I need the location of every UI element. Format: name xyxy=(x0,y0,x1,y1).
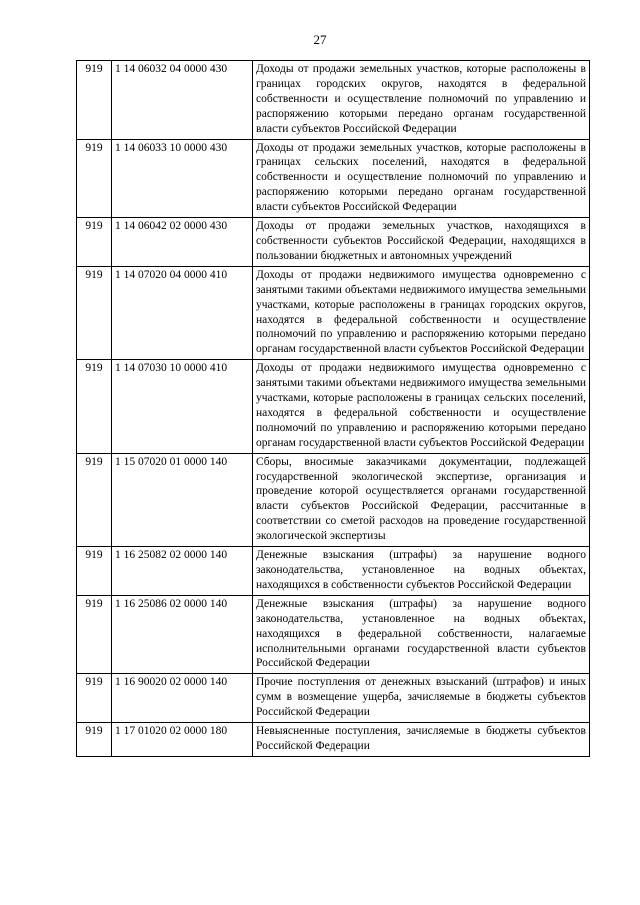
admin-code-cell: 919 xyxy=(77,61,112,140)
table-row xyxy=(77,266,590,359)
budget-code-cell: 1 15 07020 01 0000 140 xyxy=(112,453,253,546)
table-row xyxy=(77,453,590,546)
admin-code-cell: 919 xyxy=(77,360,112,453)
description-cell: Доходы от продажи недвижимого имущества одновременно с занятыми такими объектами недвижимого имущества земельными участками, которые расположены в границах сельских поселений, находятся в федеральной собственности и осуществление полномочий по управлению и распоряжению которыми передано органам государственной власти субъектов Российской Федерации xyxy=(253,360,590,453)
budget-code-cell: 1 16 90020 02 0000 140 xyxy=(112,674,253,723)
admin-code-cell: 919 xyxy=(77,266,112,359)
table-row xyxy=(77,218,590,267)
description-cell: Сборы, вносимые заказчиками документации, подлежащей государственной экологической экспертизе, организация и проведение которой осуществляется органами государственной власти субъектов Российской Федерации, рассчитанные в соответствии со сметой расходов на проведение государственной экологической экспертизы xyxy=(253,453,590,546)
budget-code-cell: 1 14 06033 10 0000 430 xyxy=(112,139,253,218)
table-row xyxy=(77,595,590,674)
budget-code-cell: 1 14 07030 10 0000 410 xyxy=(112,360,253,453)
description-cell: Доходы от продажи земельных участков, которые расположены в границах городских округов, находятся в федеральной собственности и осуществление полномочий по управлению и распоряжению которыми передано органам государственной власти субъектов Российской Федерации xyxy=(253,61,590,140)
budget-code-cell: 1 14 06042 02 0000 430 xyxy=(112,218,253,267)
description-cell: Невыясненные поступления, зачисляемые в бюджеты субъектов Российской Федерации xyxy=(253,723,590,757)
budget-code-cell: 1 16 25082 02 0000 140 xyxy=(112,547,253,596)
table-row xyxy=(77,723,590,757)
table-row xyxy=(77,547,590,596)
description-cell: Прочие поступления от денежных взысканий (штрафов) и иных сумм в возмещение ущерба, зачисляемые в бюджеты субъектов Российской Федерации xyxy=(253,674,590,723)
description-cell: Доходы от продажи земельных участков, находящихся в собственности субъектов Российской Федерации, находящихся в пользовании бюджетных и автономных учреждений xyxy=(253,218,590,267)
description-cell: Денежные взыскания (штрафы) за нарушение водного законодательства, установленное на водных объектах, находящихся в собственности субъектов Российской Федерации xyxy=(253,547,590,596)
table-row xyxy=(77,674,590,723)
table-row xyxy=(77,61,590,140)
admin-code-cell: 919 xyxy=(77,547,112,596)
description-cell: Доходы от продажи недвижимого имущества одновременно с занятыми такими объектами недвижимого имущества земельными участками, которые расположены в границах городских округов, находятся в федеральной собственности и осуществление полномочий по управлению и распоряжению которыми передано органам государственной власти субъектов Российской Федерации xyxy=(253,266,590,359)
table-row xyxy=(77,139,590,218)
admin-code-cell: 919 xyxy=(77,674,112,723)
page-number: 27 xyxy=(313,32,327,47)
admin-code-cell: 919 xyxy=(77,723,112,757)
budget-code-cell: 1 16 25086 02 0000 140 xyxy=(112,595,253,674)
budget-code-cell: 1 14 07020 04 0000 410 xyxy=(112,266,253,359)
description-cell: Денежные взыскания (штрафы) за нарушение водного законодательства, установленное на водных объектах, находящихся в федеральной собственности, налагаемые исполнительными органами государственной власти субъектов Российской Федерации xyxy=(253,595,590,674)
description-cell: Доходы от продажи земельных участков, которые расположены в границах сельских поселений, находятся в федеральной собственности и осуществление полномочий по управлению и распоряжению которыми передано органам государственной власти субъектов Российской Федерации xyxy=(253,139,590,218)
admin-code-cell: 919 xyxy=(77,139,112,218)
budget-code-cell: 1 17 01020 02 0000 180 xyxy=(112,723,253,757)
table-row xyxy=(77,360,590,453)
admin-code-cell: 919 xyxy=(77,453,112,546)
admin-code-cell: 919 xyxy=(77,218,112,267)
revenue-classification-table xyxy=(76,60,590,757)
budget-code-cell: 1 14 06032 04 0000 430 xyxy=(112,61,253,140)
admin-code-cell: 919 xyxy=(77,595,112,674)
